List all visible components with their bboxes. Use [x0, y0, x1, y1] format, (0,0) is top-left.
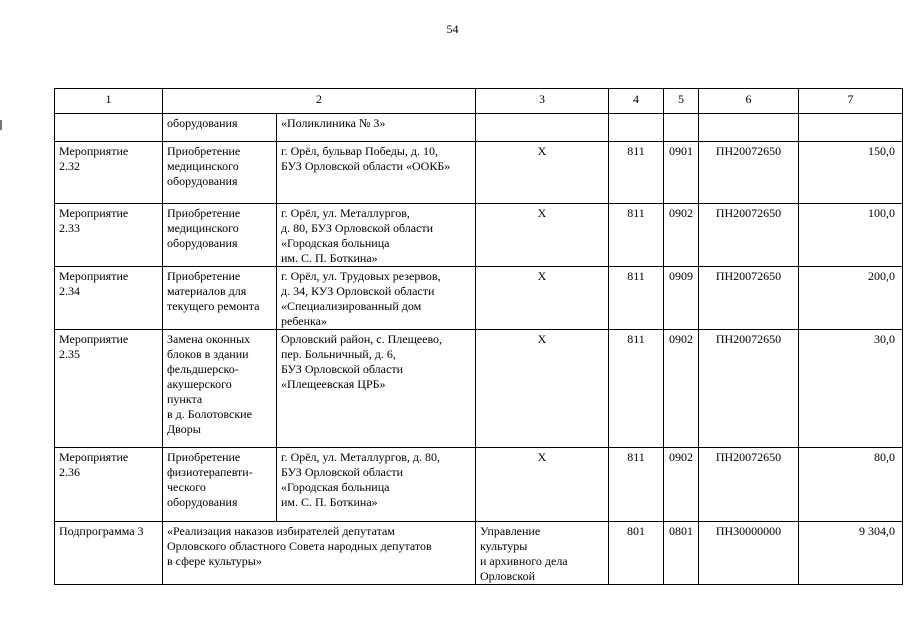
header-cell-2: 2: [163, 89, 476, 114]
event-address-cell-line: г. Орёл, ул. Металлургов,: [281, 206, 410, 220]
event-address-cell-line: «Плещеевская ЦРБ»: [281, 377, 386, 391]
event-name-cell: [163, 448, 277, 522]
event-address-cell-line: ребенка»: [281, 314, 327, 328]
event-address-cell: [277, 142, 476, 204]
section-cell: [664, 114, 699, 142]
code-cell: 801: [609, 522, 664, 585]
executor-cell: [476, 114, 609, 142]
code-cell: 811: [609, 142, 664, 204]
event-id-cell-line: Мероприятие: [59, 450, 129, 464]
executor-cell: Х: [476, 204, 609, 267]
scan-edge-mark: [0, 120, 2, 130]
subprogram-executor-cell-line: и архивного дела: [480, 554, 568, 568]
table-row: [55, 330, 903, 448]
amount-cell: 30,0: [799, 330, 903, 448]
event-address-cell-line: «Городская больница: [281, 236, 390, 250]
subprogram-name-cell-line: в сфере культуры»: [167, 554, 262, 568]
header-cell-7: 7: [799, 89, 903, 114]
header-cell-3: 3: [476, 89, 609, 114]
event-id-cell: [55, 330, 163, 448]
event-address-cell-line: г. Орёл, ул. Металлургов, д. 80,: [281, 450, 441, 464]
target-article-cell: ПН20072650: [699, 330, 799, 448]
event-id-cell: [55, 114, 163, 142]
target-article-cell: ПН20072650: [699, 204, 799, 267]
subprogram-id-cell: Подпрограмма 3: [55, 522, 163, 585]
subprogram-name-cell-line: Орловского областного Совета народных депутатов: [167, 539, 432, 553]
event-address-cell-line: «Городская больница: [281, 480, 390, 494]
table-row: [55, 267, 903, 330]
target-article-cell: ПН20072650: [699, 142, 799, 204]
event-address-cell-line: Орловский район, с. Плещеево,: [281, 332, 443, 346]
target-article-cell: [699, 114, 799, 142]
event-id-cell-line: 2.32: [59, 159, 80, 173]
header-cell-1: 1: [55, 89, 163, 114]
executor-cell: Х: [476, 142, 609, 204]
amount-cell: 80,0: [799, 448, 903, 522]
event-address-cell: [277, 448, 476, 522]
subprogram-name-cell-line: «Реализация наказов избирателей депутатам: [167, 524, 395, 538]
event-name-cell-line: текущего ремонта: [167, 299, 260, 313]
event-name-cell-line: в д. Болотовские: [167, 407, 252, 421]
amount-cell: 100,0: [799, 204, 903, 267]
code-cell: 811: [609, 204, 664, 267]
code-cell: 811: [609, 267, 664, 330]
subprogram-name-cell: [163, 522, 476, 585]
subprogram-executor-cell: [476, 522, 609, 585]
event-name-cell: [163, 330, 277, 448]
event-address-cell-line: г. Орёл, ул. Трудовых резервов,: [281, 269, 441, 283]
event-address-cell-line: им. С. П. Боткина»: [281, 495, 378, 509]
event-name-cell-line: медицинского: [167, 221, 239, 235]
event-address-cell: [277, 114, 476, 142]
table-row: [55, 448, 903, 522]
event-name-cell-line: ческого: [167, 480, 206, 494]
event-id-cell-line: Мероприятие: [59, 332, 129, 346]
event-address-cell-line: «Специализированный дом: [281, 299, 422, 313]
subprogram-executor-cell-line: Орловской: [480, 569, 536, 583]
event-id-cell: [55, 204, 163, 267]
event-id-cell-line: Мероприятие: [59, 269, 129, 283]
executor-cell: Х: [476, 267, 609, 330]
section-cell: 0902: [664, 448, 699, 522]
subprogram-executor-cell-line: культуры: [480, 539, 528, 553]
event-address-cell-line: БУЗ Орловской области «ООКБ»: [281, 159, 451, 173]
event-name-cell-line: акушерского: [167, 377, 232, 391]
amount-cell: 9 304,0: [799, 522, 903, 585]
event-name-cell-line: Дворы: [167, 422, 201, 436]
amount-cell: [799, 114, 903, 142]
table-row: [55, 204, 903, 267]
target-article-cell: ПН20072650: [699, 448, 799, 522]
target-article-cell: ПН30000000: [699, 522, 799, 585]
header-cell-6: 6: [699, 89, 799, 114]
event-name-cell-line: оборудования: [167, 116, 238, 130]
executor-cell: Х: [476, 330, 609, 448]
event-name-cell: [163, 267, 277, 330]
code-cell: [609, 114, 664, 142]
event-id-cell-line: Мероприятие: [59, 144, 129, 158]
section-cell: 0902: [664, 330, 699, 448]
header-cell-5: 5: [664, 89, 699, 114]
event-name-cell-line: физиотерапевти-: [167, 465, 253, 479]
event-name-cell-line: медицинского: [167, 159, 239, 173]
section-cell: 0801: [664, 522, 699, 585]
event-name-cell-line: оборудования: [167, 174, 238, 188]
event-id-cell-line: 2.34: [59, 284, 80, 298]
event-name-cell-line: оборудования: [167, 236, 238, 250]
amount-cell: 150,0: [799, 142, 903, 204]
event-address-cell-line: пер. Больничный, д. 6,: [281, 347, 396, 361]
target-article-cell: ПН20072650: [699, 267, 799, 330]
event-id-cell-line: 2.36: [59, 465, 80, 479]
subprogram-row: [55, 522, 903, 585]
event-id-cell-line: 2.35: [59, 347, 80, 361]
event-address-cell: [277, 204, 476, 267]
event-name-cell-line: Приобретение: [167, 206, 241, 220]
page-number: 54: [446, 22, 459, 36]
event-name-cell: [163, 204, 277, 267]
code-cell: 811: [609, 330, 664, 448]
event-address-cell-line: д. 80, БУЗ Орловской области: [281, 221, 434, 235]
event-address-cell-line: БУЗ Орловской области: [281, 465, 403, 479]
event-name-cell-line: Приобретение: [167, 269, 241, 283]
header-row: [55, 89, 903, 114]
event-id-cell-line: Мероприятие: [59, 206, 129, 220]
event-name-cell-line: пункта: [167, 392, 203, 406]
event-name-cell-line: Замена оконных: [167, 332, 251, 346]
event-name-cell-line: материалов для: [167, 284, 247, 298]
event-address-cell-line: д. 34, КУЗ Орловской области: [281, 284, 435, 298]
event-name-cell-line: фельдшерско-: [167, 362, 239, 376]
event-address-cell-line: «Поликлиника № 3»: [281, 116, 386, 130]
section-cell: 0901: [664, 142, 699, 204]
event-address-cell: [277, 267, 476, 330]
event-address-cell-line: БУЗ Орловской области: [281, 362, 403, 376]
event-name-cell-line: блоков в здании: [167, 347, 249, 361]
table-row: [55, 114, 903, 142]
event-name-cell-line: Приобретение: [167, 450, 241, 464]
event-address-cell: [277, 330, 476, 448]
event-name-cell: [163, 114, 277, 142]
table-row: [55, 142, 903, 204]
header-cell-4: 4: [609, 89, 664, 114]
executor-cell: Х: [476, 448, 609, 522]
subprogram-executor-cell-line: Управление: [480, 524, 541, 538]
event-address-cell-line: г. Орёл, бульвар Победы, д. 10,: [281, 144, 439, 158]
event-id-cell-line: 2.33: [59, 221, 80, 235]
event-id-cell: [55, 267, 163, 330]
section-cell: 0902: [664, 204, 699, 267]
event-name-cell-line: оборудования: [167, 495, 238, 509]
amount-cell: 200,0: [799, 267, 903, 330]
event-name-cell-line: Приобретение: [167, 144, 241, 158]
event-name-cell: [163, 142, 277, 204]
section-cell: 0909: [664, 267, 699, 330]
budget-table: [54, 88, 903, 585]
event-id-cell: [55, 142, 163, 204]
event-address-cell-line: им. С. П. Боткина»: [281, 251, 378, 265]
code-cell: 811: [609, 448, 664, 522]
event-id-cell: [55, 448, 163, 522]
